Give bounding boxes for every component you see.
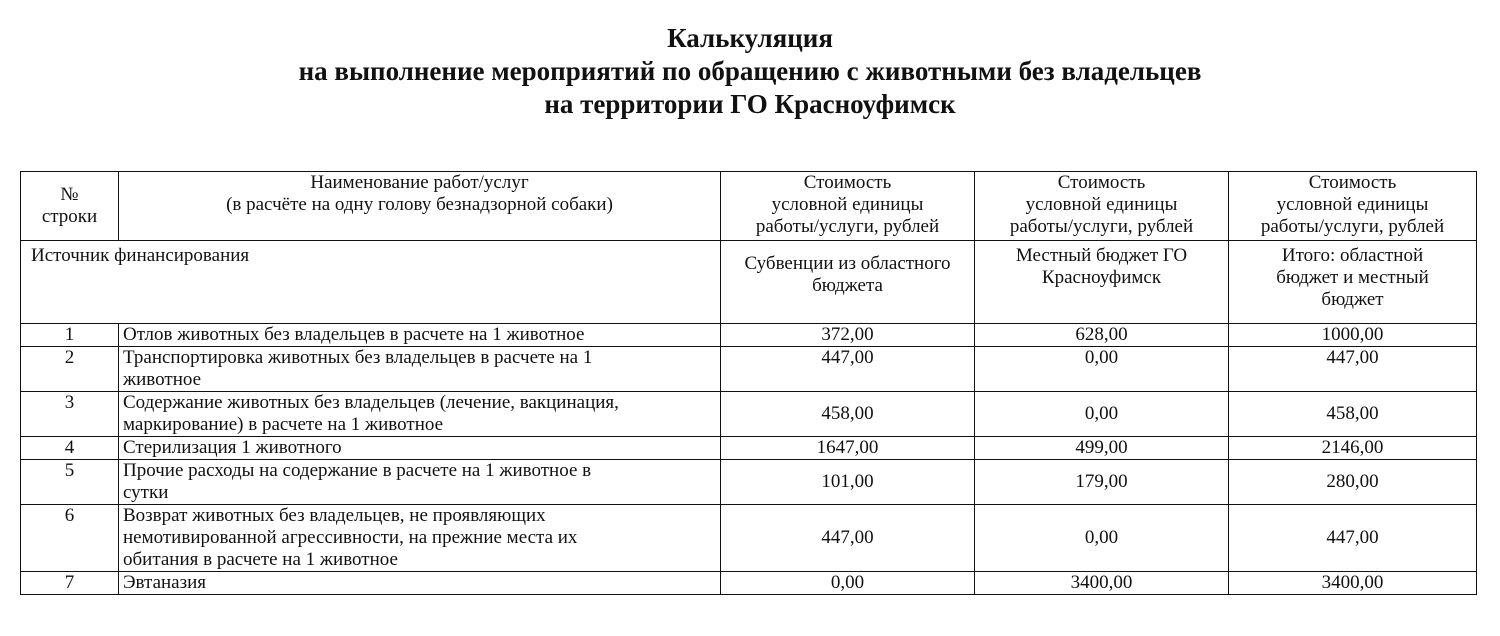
row-value-regional: 458,00 <box>721 392 975 437</box>
row-number: 4 <box>21 437 119 460</box>
row-value-local: 499,00 <box>975 437 1229 460</box>
row-service-name: Эвтаназия <box>119 572 721 595</box>
row-value-regional: 101,00 <box>721 460 975 505</box>
header-row-number: № строки <box>21 172 119 241</box>
row-service-name: Содержание животных без владельцев (лечение, вакцинация, маркирование) в расчете на 1 животное <box>119 392 721 437</box>
row-service-name: Транспортировка животных без владельцев в расчете на 1 животное <box>119 347 721 392</box>
title-line-1: Калькуляция <box>667 23 833 53</box>
calculation-table <box>20 171 1477 595</box>
funding-source-label: Источник финансирования <box>21 241 721 324</box>
table-row <box>21 572 1477 595</box>
row-value-local: 3400,00 <box>975 572 1229 595</box>
table-row <box>21 437 1477 460</box>
row-value-local: 628,00 <box>975 324 1229 347</box>
row-value-total: 2146,00 <box>1229 437 1477 460</box>
header-cost-1: Стоимость условной единицы работы/услуги, рублей <box>721 172 975 241</box>
header-cost-3: Стоимость условной единицы работы/услуги, рублей <box>1229 172 1477 241</box>
row-number: 3 <box>21 392 119 437</box>
header-service-name: Наименование работ/услуг (в расчёте на одну голову безнадзорной собаки) <box>119 172 721 241</box>
row-service-name: Стерилизация 1 животного <box>119 437 721 460</box>
row-service-name: Прочие расходы на содержание в расчете на 1 животное в сутки <box>119 460 721 505</box>
row-service-name: Возврат животных без владельцев, не проявляющих немотивированной агрессивности, на прежние места их обитания в расчете на 1 животное <box>119 505 721 572</box>
row-value-regional: 372,00 <box>721 324 975 347</box>
table-row <box>21 460 1477 505</box>
row-value-regional: 1647,00 <box>721 437 975 460</box>
funding-local: Местный бюджет ГО Красноуфимск <box>975 241 1229 324</box>
row-value-regional: 447,00 <box>721 347 975 392</box>
row-value-local: 0,00 <box>975 392 1229 437</box>
funding-regional: Субвенции из областного бюджета <box>721 241 975 324</box>
row-value-regional: 447,00 <box>721 505 975 572</box>
row-value-regional: 0,00 <box>721 572 975 595</box>
table-row <box>21 505 1477 572</box>
title-line-3: на территории ГО Красноуфимск <box>544 89 956 119</box>
header-row <box>21 172 1477 241</box>
title-line-2: на выполнение мероприятий по обращению с животными без владельцев <box>298 56 1202 86</box>
row-value-total: 458,00 <box>1229 392 1477 437</box>
document-title <box>0 22 1500 121</box>
row-number: 5 <box>21 460 119 505</box>
row-number: 7 <box>21 572 119 595</box>
row-value-total: 447,00 <box>1229 347 1477 392</box>
table-row <box>21 392 1477 437</box>
row-service-name: Отлов животных без владельцев в расчете на 1 животное <box>119 324 721 347</box>
row-value-total: 3400,00 <box>1229 572 1477 595</box>
row-value-local: 0,00 <box>975 347 1229 392</box>
row-number: 6 <box>21 505 119 572</box>
table-row <box>21 324 1477 347</box>
row-value-total: 1000,00 <box>1229 324 1477 347</box>
row-value-local: 179,00 <box>975 460 1229 505</box>
row-number: 2 <box>21 347 119 392</box>
funding-total: Итого: областной бюджет и местный бюджет <box>1229 241 1477 324</box>
row-value-total: 280,00 <box>1229 460 1477 505</box>
row-value-total: 447,00 <box>1229 505 1477 572</box>
table-row <box>21 347 1477 392</box>
row-value-local: 0,00 <box>975 505 1229 572</box>
row-number: 1 <box>21 324 119 347</box>
funding-source-row <box>21 241 1477 324</box>
header-cost-2: Стоимость условной единицы работы/услуги, рублей <box>975 172 1229 241</box>
